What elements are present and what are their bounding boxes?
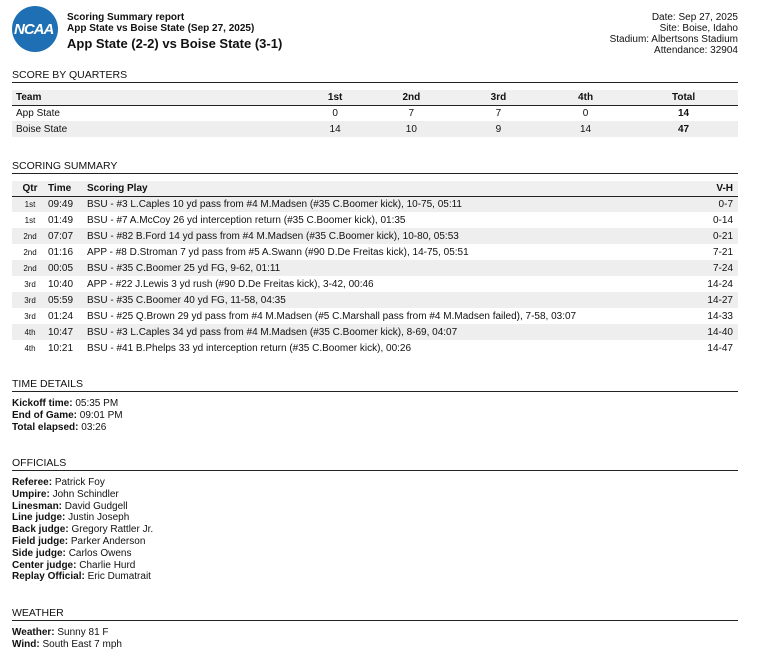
score: 0-21	[700, 228, 738, 244]
header-row	[12, 90, 738, 105]
detail-line	[12, 512, 153, 524]
ncaa-logo	[12, 6, 58, 52]
detail-label: Umpire:	[12, 488, 50, 500]
time: 01:16	[48, 246, 74, 258]
quarter: 4th	[24, 343, 36, 353]
table-row	[12, 121, 738, 137]
score-cell: 14	[302, 121, 367, 137]
detail-value: Charlie Hurd	[79, 559, 136, 571]
table-row	[12, 260, 738, 276]
detail-value: Eric Dumatrait	[87, 571, 151, 583]
header-row	[12, 181, 738, 196]
detail-line	[12, 560, 153, 572]
detail-label: Linesman:	[12, 500, 63, 512]
quarter: 2nd	[12, 260, 48, 276]
score: 14-24	[707, 278, 733, 290]
logo-text: NCAA	[14, 21, 54, 38]
section-weather: WEATHER	[12, 607, 738, 621]
quarter: 1st	[24, 215, 36, 225]
detail-label: Total elapsed:	[12, 421, 79, 433]
table-row	[12, 324, 738, 340]
time: 00:05	[48, 260, 87, 276]
detail-label: Replay Official:	[12, 571, 85, 583]
date: Date: Sep 27, 2025	[651, 12, 738, 23]
score-cell: 0	[582, 107, 589, 119]
scoring-play: APP - #8 D.Stroman 7 yd pass from #5 A.Swann (#90 D.De Freitas kick), 14-75, 05:51	[87, 246, 469, 258]
table-row	[12, 105, 738, 121]
table-row	[12, 276, 738, 292]
detail-value: Gregory Rattler Jr.	[71, 524, 154, 536]
column-header: Total	[629, 90, 738, 105]
table-row	[12, 244, 738, 260]
table-row	[12, 228, 738, 244]
site: Site: Boise, Idaho	[659, 23, 738, 34]
detail-line	[12, 489, 153, 501]
score-cell: 10	[368, 121, 455, 137]
quarter: 1st	[12, 196, 48, 212]
quarter: 3rd	[24, 279, 36, 289]
detail-label: Kickoff time:	[12, 398, 73, 409]
detail-line	[12, 627, 122, 639]
detail-value: Parker Anderson	[70, 535, 146, 547]
column-header: V-H	[700, 181, 738, 196]
detail-line	[12, 410, 123, 422]
attendance: Attendance: 32904	[654, 45, 738, 56]
scoring-play: BSU - #3 L.Caples 34 yd pass from #4 M.Madsen (#35 C.Boomer kick), 8-69, 04:07	[87, 324, 700, 340]
score: 7-24	[700, 260, 738, 276]
detail-line	[12, 536, 153, 548]
report-title: Scoring Summary report	[67, 12, 185, 23]
quarter: 3rd	[12, 292, 48, 308]
detail-label: Line judge:	[12, 512, 66, 524]
detail-value: Justin Joseph	[68, 512, 130, 524]
game-meta	[610, 12, 738, 56]
score-cell: 14	[677, 107, 690, 119]
detail-value: 05:35 PM	[75, 398, 119, 409]
detail-label: Wind:	[12, 638, 40, 650]
time-details	[12, 398, 123, 433]
quarter: 4th	[12, 324, 48, 340]
scoring-play: BSU - #41 B.Phelps 33 yd interception return (#35 C.Boomer kick), 00:26	[87, 342, 412, 354]
team-name: App State	[16, 107, 60, 119]
detail-line	[12, 571, 153, 583]
column-header: Team	[12, 90, 302, 105]
score-cell: 47	[629, 121, 738, 137]
score: 14-27	[700, 292, 738, 308]
quarter: 2nd	[12, 228, 48, 244]
column-header: Time	[48, 181, 87, 196]
detail-line	[12, 501, 153, 513]
score-cell: 9	[455, 121, 542, 137]
section-time-details: TIME DETAILS	[12, 378, 738, 392]
time: 09:49	[48, 196, 87, 212]
column-header: Scoring Play	[87, 181, 700, 196]
table-row	[12, 308, 738, 324]
scoring-play: BSU - #7 A.McCoy 26 yd interception return (#35 C.Boomer kick), 01:35	[87, 214, 406, 226]
score: 7-21	[712, 246, 733, 258]
detail-label: End of Game:	[12, 409, 78, 421]
score-cell: 7	[495, 107, 502, 119]
officials-list	[12, 477, 153, 583]
detail-line	[12, 548, 153, 560]
column-header: 3rd	[455, 90, 542, 105]
detail-value: 09:01 PM	[79, 409, 123, 421]
score: 0-14	[712, 214, 733, 226]
time: 01:49	[48, 214, 74, 226]
score: 0-7	[700, 196, 738, 212]
detail-value: Carlos Owens	[68, 547, 132, 559]
score-cell: 14	[542, 121, 629, 137]
score-by-quarters-table	[12, 90, 738, 137]
column-header: Qtr	[12, 181, 48, 196]
matchup-title: App State (2-2) vs Boise State (3-1)	[67, 36, 283, 51]
detail-value: South East 7 mph	[42, 638, 122, 650]
detail-line	[12, 398, 123, 410]
scoring-play: BSU - #35 C.Boomer 40 yd FG, 11-58, 04:35	[87, 292, 700, 308]
table-row	[12, 196, 738, 212]
time: 10:21	[48, 342, 74, 354]
time: 05:59	[48, 292, 87, 308]
detail-value: John Schindler	[52, 488, 119, 500]
scoring-play: BSU - #25 Q.Brown 29 yd pass from #4 M.Madsen (#5 C.Marshall pass from #4 M.Madsen failed), 7-58, 03:07	[87, 310, 577, 322]
detail-label: Field judge:	[12, 535, 69, 547]
section-officials: OFFICIALS	[12, 457, 738, 471]
detail-label: Referee:	[12, 477, 53, 488]
table-row	[12, 212, 738, 228]
score-cell: 0	[332, 107, 338, 119]
detail-label: Center judge:	[12, 559, 77, 571]
score: 14-47	[707, 342, 733, 354]
time: 10:40	[48, 278, 74, 290]
detail-label: Back judge:	[12, 524, 69, 536]
scoring-play: BSU - #82 B.Ford 14 yd pass from #4 M.Madsen (#35 C.Boomer kick), 10-80, 05:53	[87, 228, 700, 244]
time: 10:47	[48, 324, 87, 340]
scoring-summary-table	[12, 181, 738, 356]
team-name: Boise State	[12, 121, 302, 137]
time: 01:24	[48, 310, 74, 322]
column-header: 1st	[302, 90, 367, 105]
quarter: 3rd	[24, 311, 36, 321]
table-row	[12, 340, 738, 356]
detail-value: Patrick Foy	[54, 477, 105, 488]
detail-label: Side judge:	[12, 547, 66, 559]
detail-line	[12, 639, 122, 651]
column-header: 4th	[542, 90, 629, 105]
detail-value: David Gudgell	[64, 500, 128, 512]
score: 14-40	[700, 324, 738, 340]
detail-value: 03:26	[81, 421, 107, 433]
scoring-play: APP - #22 J.Lewis 3 yd rush (#90 D.De Freitas kick), 3-42, 00:46	[87, 278, 374, 290]
scoring-play: BSU - #35 C.Boomer 25 yd FG, 9-62, 01:11	[87, 260, 700, 276]
score-cell: 7	[408, 107, 415, 119]
time: 07:07	[48, 228, 87, 244]
section-scoring-summary: SCORING SUMMARY	[12, 160, 738, 174]
score: 14-33	[707, 310, 733, 322]
weather-details	[12, 627, 122, 651]
stadium: Stadium: Albertsons Stadium	[609, 34, 738, 45]
report-subtitle: App State vs Boise State (Sep 27, 2025)	[67, 23, 255, 34]
quarter: 2nd	[23, 247, 37, 257]
scoring-play: BSU - #3 L.Caples 10 yd pass from #4 M.Madsen (#35 C.Boomer kick), 10-75, 05:11	[87, 196, 700, 212]
section-score-by-quarters: SCORE BY QUARTERS	[12, 69, 738, 83]
detail-line	[12, 477, 153, 489]
column-header: 2nd	[368, 90, 455, 105]
detail-line	[12, 524, 153, 536]
table-row	[12, 292, 738, 308]
detail-value: Sunny 81 F	[57, 627, 109, 638]
detail-label: Weather:	[12, 627, 55, 638]
detail-line	[12, 422, 123, 434]
